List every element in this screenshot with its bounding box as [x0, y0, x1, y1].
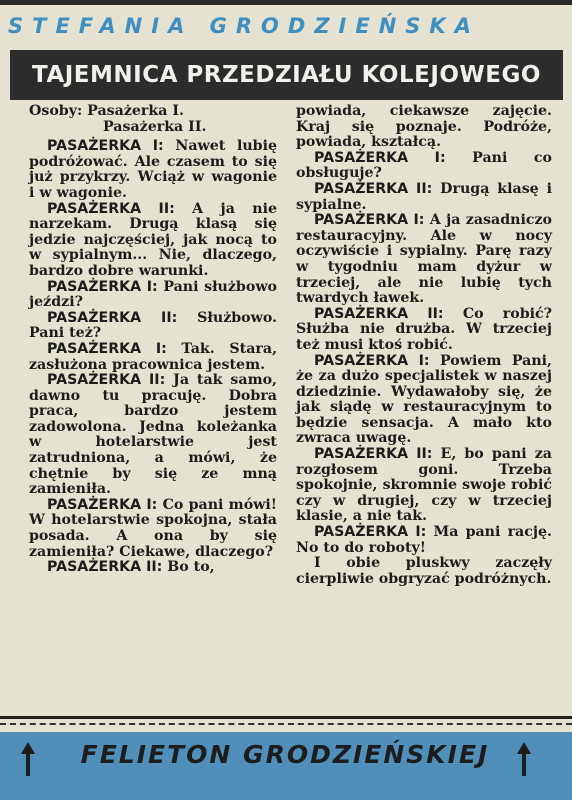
speaker-name: PASAŻERKA II:	[314, 180, 433, 197]
dialogue-line	[296, 307, 552, 354]
dialogue-line	[29, 280, 277, 311]
dialogue-line	[296, 525, 552, 556]
speaker-name: PASAŻERKA I:	[314, 524, 427, 541]
dialogue-text: Pani co obsługuje?	[296, 149, 552, 182]
dialogue-continuation: powiada, ciekawsze zajęcie. Kraj się poznaje. Podróże, powiada, kształcą.	[296, 103, 552, 151]
dialogue-line	[296, 354, 552, 448]
dialogue-line	[29, 373, 277, 498]
speaker-name: PASAŻERKA II:	[314, 446, 433, 463]
dialogue-line	[29, 311, 277, 342]
dialogue-text: Ja tak samo, dawno tu pracuję. Dobra praca, bardzo jestem zadowolona. Jedna koleżanka w hotelarstwie jest zatrudniona, a mówi, że chętnie by się ze mną zamieniła.	[29, 372, 277, 498]
speaker-name: PASAŻERKA II:	[314, 305, 444, 322]
up-arrow-icon	[516, 742, 532, 776]
footer-title: FELIETON GRODZIEŃSKIEJ	[80, 740, 490, 769]
speaker-name: PASAŻERKA II:	[47, 309, 178, 326]
dialogue-line	[29, 498, 277, 560]
speaker-name: PASAŻERKA II:	[47, 559, 163, 576]
dialogue-line	[29, 139, 277, 201]
dialogue-text: I obie pluskwy zaczęły cierpliwie obgryzać podróżnych.	[296, 555, 552, 587]
dialogue-text: Powiem Pani, że za dużo specjalistek w naszej dziedzinie. Wydawałoby się, że jak siądę w restauracyjnym to będzie sensacja. A mało kto zwraca uwagę.	[296, 352, 552, 447]
dialogue-text: Ma pani rację. No to do roboty!	[296, 524, 552, 556]
dialogue-text: Nawet lubię podróżować. Ale czasem to się już przykrzy. Wciąż w wagonie i w wagonie.	[29, 138, 278, 201]
speaker-name: PASAŻERKA II:	[47, 372, 166, 389]
dialogue-line	[296, 151, 552, 182]
dialogue-line	[296, 182, 552, 213]
dialogue-text: Drugą klasę i sypialne.	[296, 180, 552, 213]
dialogue-line	[29, 342, 277, 373]
persons-first: Pasażerka I.	[87, 103, 184, 119]
speaker-name: PASAŻERKA I:	[47, 340, 167, 357]
right-column	[296, 104, 552, 587]
speaker-name: PASAŻERKA II:	[47, 200, 175, 217]
dialogue-text: A ja zasadniczo restauracyjny. Ale w nocy oczywiście i sypialny. Parę razy w tygodniu mam dyżur w trzeciej, ale nie lubię tych twardych ławek.	[296, 212, 552, 307]
left-dialogue	[29, 139, 277, 576]
dialogue-line	[296, 556, 552, 587]
right-dialogue	[296, 151, 552, 588]
dialogue-line	[29, 202, 277, 280]
dialogue-text: Co pani mówi! W hotelarstwie spokojna, stała posada. A ona by się zamieniła? Ciekawe, dlaczego?	[29, 496, 277, 560]
dialogue-text: Pani służbowo jeździ?	[29, 278, 277, 311]
dialogue-text: Tak. Stara, zasłużona pracownica jestem.	[29, 340, 278, 373]
article-title: TAJEMNICA PRZEDZIAŁU KOLEJOWEGO	[32, 62, 541, 88]
dialogue-text: E, bo pani za rozgłosem goni. Trzeba spokojnie, skromnie swoje robić czy w drugiej, czy w trzeciej klasie, a nie tak.	[296, 446, 552, 525]
speaker-name: PASAŻERKA I:	[47, 496, 158, 513]
dialogue-line	[29, 560, 277, 576]
speaker-name: PASAŻERKA I:	[314, 212, 425, 229]
up-arrow-icon	[20, 742, 36, 776]
persons-second: Pasażerka II.	[103, 118, 207, 135]
dialogue-text: Bo to,	[162, 559, 215, 576]
dialogue-text: Co robić? Służba nie drużba. W trzeciej też musi ktoś robić.	[296, 305, 552, 353]
top-rule	[0, 0, 572, 5]
dialogue-text: A ja nie narzekam. Drugą klasą się jedzie najczęściej, jak nocą to w sypialnym... Nie, dlaczego, bardzo dobre warunki.	[29, 200, 278, 279]
speaker-name: PASAŻERKA I:	[314, 352, 430, 369]
speaker-name: PASAŻERKA I:	[47, 138, 164, 155]
footer-dash-rule	[0, 723, 572, 725]
footer-rule	[0, 716, 572, 719]
footer-banner	[0, 732, 572, 800]
speaker-name: PASAŻERKA I:	[47, 278, 158, 295]
dialogue-text: Służbowo. Pani też?	[29, 309, 277, 342]
dialogue-line	[296, 447, 552, 525]
dramatis-personae	[29, 104, 277, 135]
dialogue-line	[296, 213, 552, 307]
left-column	[29, 104, 277, 576]
speaker-name: PASAŻERKA I:	[314, 149, 446, 166]
author-name: STEFANIA GRODZIEŃSKA	[8, 14, 480, 38]
persons-label: Osoby:	[29, 103, 83, 119]
title-banner	[10, 50, 563, 100]
